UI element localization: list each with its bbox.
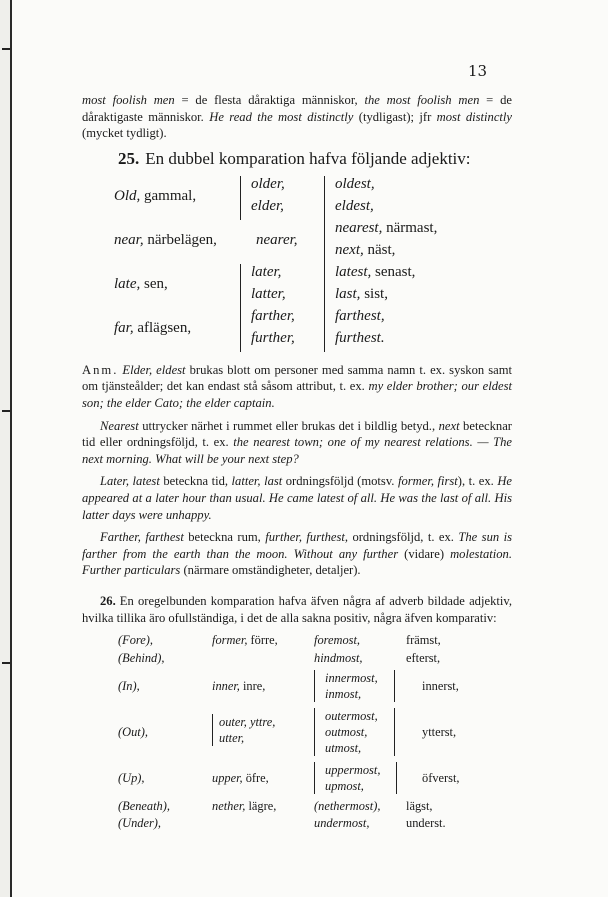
- comparative-word: inner,: [212, 679, 240, 694]
- note-text: beteckna rum,: [183, 530, 266, 545]
- superlative-word: last,: [335, 285, 361, 302]
- note-example: next: [438, 418, 460, 433]
- page-content: [82, 92, 512, 830]
- section-title: En dubbel komparation hafva följande adjektiv:: [145, 148, 471, 168]
- note-text: (vidare): [398, 546, 451, 561]
- comparative-word: latter,: [251, 285, 286, 302]
- comparative-translation: inre,: [239, 679, 266, 694]
- superlative-translation: underst.: [406, 816, 446, 831]
- edge-mark: [2, 48, 10, 50]
- note-example: my elder brother; our eldest son; the elder Cato; the elder captain.: [82, 379, 512, 410]
- superlative-translation: näst,: [363, 241, 396, 258]
- positive-cell: (Behind),: [118, 651, 165, 666]
- intro-sv-1: = de flesta dåraktiga människor,: [174, 93, 365, 107]
- note-example: the nearest town; one of my nearest relations. — The next morning. What will be your next step?: [82, 435, 512, 466]
- table-row: [82, 176, 512, 220]
- intro-sv-3: (tydligast);: [353, 109, 415, 124]
- base-translation: gammal,: [140, 187, 197, 204]
- note-later: [82, 473, 512, 523]
- comparative-translation: öfre,: [242, 771, 269, 786]
- note-example: molestation. Further particulars: [82, 546, 512, 578]
- superlative-word: outermost,: [325, 709, 378, 724]
- superlative-word: innermost,: [325, 671, 378, 686]
- comparative-word: further,: [251, 329, 295, 346]
- superlative-brace: [324, 264, 415, 308]
- comparative-brace: [240, 264, 286, 308]
- superlative-word: nearest,: [335, 219, 383, 236]
- edge-mark: [2, 410, 10, 412]
- note-nearest: [82, 418, 512, 468]
- superlative-word: hindmost,: [314, 651, 363, 666]
- comparative-word: outer, yttre,: [219, 715, 276, 730]
- comparative-word: elder,: [251, 197, 284, 214]
- table-row: [82, 220, 512, 264]
- note-example: former, first: [397, 474, 458, 489]
- comparative-word: utter,: [219, 731, 245, 746]
- note-text: (närmare omständigheter, detaljer).: [180, 563, 361, 578]
- superlative-translation: efterst,: [406, 651, 441, 666]
- superlative-word: furthest.: [335, 329, 385, 346]
- section-number: 25.: [118, 148, 140, 168]
- superlative-translation: ytterst,: [422, 725, 457, 740]
- note-example: The sun is farther from the earth than the moon. Without any further: [82, 530, 512, 561]
- superlative-translation: främst,: [406, 633, 441, 648]
- superlative-word: farthest,: [335, 307, 385, 324]
- note-example: Nearest: [100, 418, 139, 433]
- comparative-word: upper,: [212, 771, 243, 786]
- edge-mark: [2, 662, 10, 664]
- section-25-heading: [118, 148, 512, 170]
- intro-en-4: most distinctly: [436, 109, 512, 124]
- page-edge: [0, 0, 12, 897]
- superlative-word: uppermost,: [325, 763, 381, 778]
- note-example: He appeared at a later hour than usual. He came latest of all. He was the last of all. His latter days were unhappy.: [82, 474, 513, 522]
- positive-cell: (Up),: [118, 771, 145, 786]
- superlative-translation: öfverst,: [422, 771, 460, 786]
- superlative-translation: lägst,: [406, 799, 433, 814]
- superlative-translation: senast,: [371, 263, 416, 280]
- section-text: En oregelbunden komparation hafva äfven några af adverb bildade adjektiv, hvilka tillika äro ofullständiga, i det de alla sakna positiv, några äfven komparativ:: [82, 593, 512, 625]
- intro-en-2: the most foolish men: [364, 93, 480, 107]
- superlative-word: outmost,: [325, 725, 368, 740]
- intro-sv-5: (mycket tydligt).: [82, 126, 167, 141]
- comparative-translation: förre,: [247, 633, 278, 648]
- note-text: ), t. ex.: [457, 474, 498, 489]
- comparative-translation: lägre,: [245, 799, 277, 814]
- superlative-translation: sist,: [360, 285, 388, 302]
- superlative-word: next,: [335, 241, 364, 258]
- note-elder: [82, 362, 512, 412]
- superlative-word: utmost,: [325, 741, 362, 756]
- superlative-word: eldest,: [335, 197, 374, 214]
- superlative-word: oldest,: [335, 175, 375, 192]
- comparative-brace: [240, 176, 285, 220]
- base-word: far,: [114, 319, 134, 336]
- note-example: latter, last: [231, 474, 283, 489]
- superlative-brace: [324, 176, 375, 220]
- note-farther: [82, 529, 512, 579]
- page-number: 13: [468, 62, 488, 80]
- double-comparison-table: [82, 176, 512, 354]
- comparative-word: former,: [212, 633, 248, 648]
- note-text: uttrycker närhet i rummet eller brukas det i bildlig betyd.,: [138, 418, 439, 433]
- positive-cell: (Fore),: [118, 633, 153, 648]
- base-word: near,: [114, 231, 144, 248]
- base-word: late,: [114, 275, 141, 292]
- intro-en-3: He read the most distinctly: [209, 109, 354, 124]
- superlative-translation: närmast,: [382, 219, 438, 236]
- superlative-word: (nethermost),: [314, 799, 381, 814]
- superlative-translation: innerst,: [422, 679, 459, 694]
- base-translation: sen,: [140, 275, 168, 292]
- section-26-paragraph: [82, 593, 512, 626]
- positive-cell: (Beneath),: [118, 799, 170, 814]
- positive-cell: (Under),: [118, 816, 162, 831]
- intro-en-1: most foolish men: [82, 93, 175, 107]
- table-row: [82, 264, 512, 308]
- superlative-brace: [324, 308, 385, 352]
- note-label: Anm.: [82, 362, 119, 377]
- note-text: brukas blott om personer med samma namn t. ex. syskon samt om tjänsteålder; det kan endast stå såsom attribut, t. ex.: [82, 362, 512, 394]
- note-text: ordningsföljd (motsv.: [282, 474, 398, 489]
- comparative-word: farther,: [251, 307, 295, 324]
- irregular-comparison-table: [82, 632, 512, 830]
- note-text: beteckna tid,: [159, 474, 232, 489]
- intro-sv-2: = de dåraktigaste människor.: [82, 93, 512, 124]
- note-example: Elder, eldest: [122, 362, 186, 377]
- note-text: betecknar tid eller ordningsföljd, t. ex.: [82, 418, 513, 450]
- superlative-brace: [324, 220, 437, 264]
- superlative-word: foremost,: [314, 633, 361, 648]
- comparative-word: later,: [251, 263, 282, 280]
- base-word: Old,: [114, 187, 141, 204]
- positive-cell: (Out),: [118, 725, 148, 740]
- comparative-word: older,: [251, 175, 285, 192]
- table-row: [82, 308, 512, 352]
- note-example: Later, latest: [100, 474, 160, 489]
- note-example: further, furthest,: [265, 530, 349, 545]
- section-number: 26.: [100, 593, 116, 608]
- superlative-word: latest,: [335, 263, 372, 280]
- base-translation: närbelägen,: [143, 231, 217, 248]
- intro-sv-4: jfr: [419, 109, 437, 124]
- superlative-word: inmost,: [325, 687, 362, 702]
- intro-paragraph: [82, 92, 512, 142]
- base-translation: aflägsen,: [133, 319, 192, 336]
- comparative-word: nearer,: [256, 231, 298, 248]
- superlative-word: undermost,: [314, 816, 370, 831]
- superlative-word: upmost,: [325, 779, 364, 794]
- note-text: ordningsföljd, t. ex.: [348, 530, 459, 545]
- comparative-brace: [240, 308, 295, 352]
- comparative-word: nether,: [212, 799, 246, 814]
- note-example: Farther, farthest: [100, 530, 184, 545]
- positive-cell: (In),: [118, 679, 140, 694]
